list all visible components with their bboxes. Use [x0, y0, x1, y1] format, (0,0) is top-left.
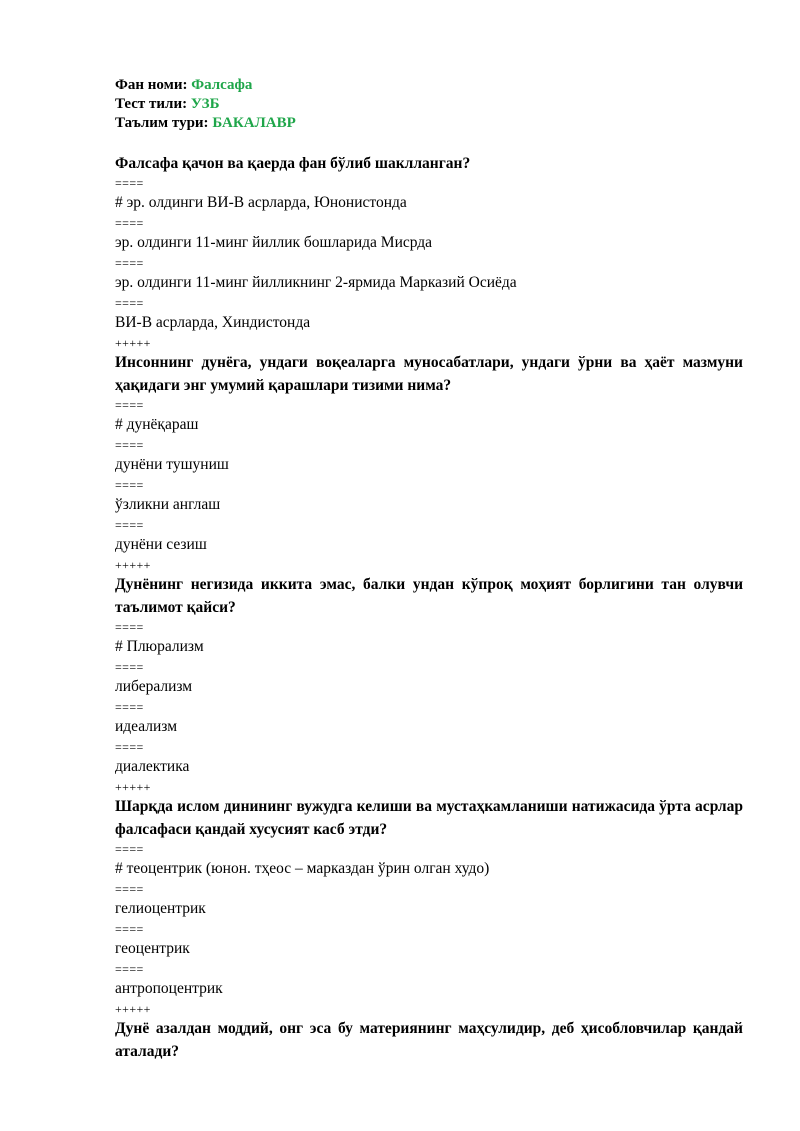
answer-option: эр. олдинги 11-минг йилликнинг 2-ярмида Марказий Осиёда [115, 274, 517, 291]
education-line [115, 114, 743, 133]
question-text: Дунё азалдан моддий, онг эса бу материянинг маҳсулидир, деб ҳисобловчилар қандай аталади? [115, 1020, 743, 1060]
option-separator: ==== [115, 296, 144, 310]
answer-option: либерализм [115, 678, 193, 695]
option-separator: ==== [115, 842, 144, 856]
option-separator: ==== [115, 216, 144, 230]
answer-option: дунёни сезиш [115, 536, 207, 553]
answer-option: # эр. олдинги ВИ-В асрларда, Юнонистонда [115, 194, 407, 211]
option-separator: ==== [115, 256, 144, 270]
option-separator: ==== [115, 438, 144, 452]
language-line [115, 95, 743, 114]
subject-label: Фан номи: [115, 77, 188, 93]
option-separator: ==== [115, 882, 144, 896]
option-separator: ==== [115, 620, 144, 634]
question-list [115, 152, 743, 1063]
question-end-separator: +++++ [115, 558, 151, 572]
answer-option: антропоцентрик [115, 980, 223, 997]
option-separator: ==== [115, 518, 144, 532]
answer-option: ўзликни англаш [115, 496, 221, 513]
option-separator: ==== [115, 700, 144, 714]
language-label: Тест тили: [115, 96, 188, 112]
document-content [115, 76, 743, 1063]
option-separator: ==== [115, 660, 144, 674]
answer-option: # Плюрализм [115, 638, 204, 655]
question-end-separator: +++++ [115, 336, 151, 350]
question-end-separator: +++++ [115, 780, 151, 794]
answer-option: идеализм [115, 718, 178, 735]
spacer [115, 133, 743, 152]
subject-value: Фалсафа [191, 77, 253, 93]
education-value: БАКАЛАВР [212, 115, 296, 131]
option-separator: ==== [115, 478, 144, 492]
language-value: УЗБ [190, 96, 220, 112]
option-separator: ==== [115, 740, 144, 754]
answer-option: гелиоцентрик [115, 900, 206, 917]
answer-option: эр. олдинги 11-минг йиллик бошларида Мисрда [115, 234, 433, 251]
answer-option: # теоцентрик (юнон. тҳеос – марказдан ўрин олган худо) [115, 860, 490, 877]
answer-option: диалектика [115, 758, 190, 775]
option-separator: ==== [115, 922, 144, 936]
question-end-separator: +++++ [115, 1002, 151, 1016]
question-text: Инсоннинг дунёга, ундаги воқеаларга муносабатлари, ундаги ўрни ва ҳаёт мазмуни ҳақидаги энг умумий қарашлари тизими нима? [115, 354, 743, 394]
answer-option: дунёни тушуниш [115, 456, 229, 473]
question-text: Дунёнинг негизида иккита эмас, балки ундан кўпроқ моҳият борлигини тан олувчи таълимот қайси? [115, 576, 743, 616]
option-separator: ==== [115, 962, 144, 976]
education-label: Таълим тури: [115, 115, 209, 131]
answer-option: # дунёқараш [115, 416, 199, 433]
question-text: Фалсафа қачон ва қаерда фан бўлиб шаклланган? [115, 155, 471, 172]
answer-option: геоцентрик [115, 940, 190, 957]
subject-line [115, 76, 743, 95]
option-separator: ==== [115, 398, 144, 412]
answer-option: ВИ-В асрларда, Хиндистонда [115, 314, 311, 331]
question-text: Шарқда ислом динининг вужудга келиши ва мустаҳкамланиши натижасида ўрта асрлар фалсафаси қандай хусусият касб этди? [115, 798, 743, 838]
option-separator: ==== [115, 176, 144, 190]
